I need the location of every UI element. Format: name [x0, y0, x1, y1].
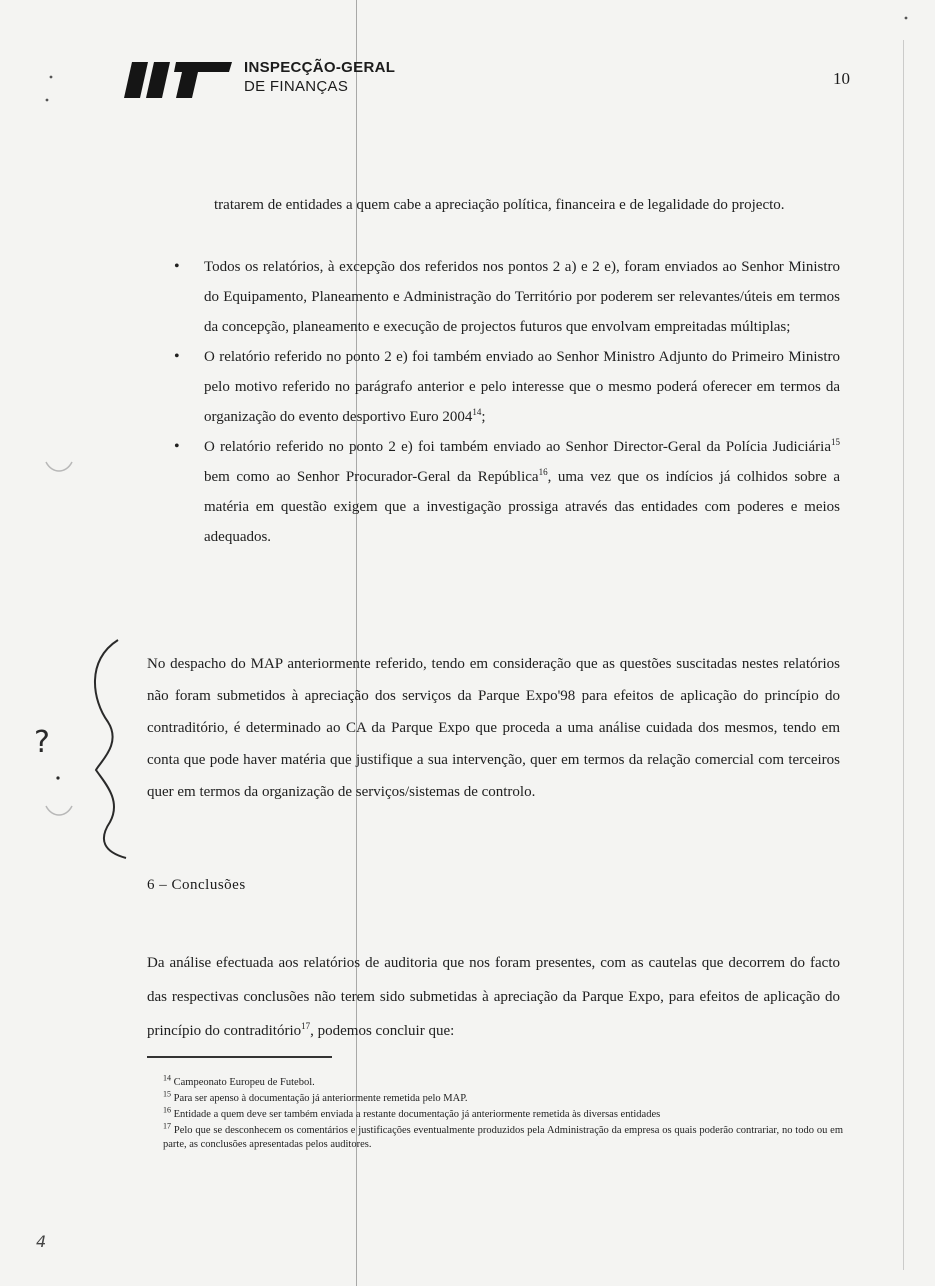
- paragraph-text-end: , podemos concluir que:: [310, 1023, 455, 1039]
- bullet-icon: •: [174, 348, 180, 365]
- footnote: $^{16}$ Entidade a quem deve ser também enviada a restante documentação já anteriormente remetida às diversas entidades: [163, 1105, 661, 1120]
- list-item: • O relatório referido no ponto 2 e) foi também enviado ao Senhor Ministro Adjunto do Primeiro Ministro pelo motivo referido no parágrafo anterior e pelo interesse que o mesmo poderá oferecer em termos da organização do evento desportivo Euro 2004$^{14}$;: [172, 342, 840, 432]
- bullet-text: O relatório referido no ponto 2 e) foi também enviado ao Senhor Ministro Adjunto do Primeiro Ministro pelo motivo referido no parágrafo anterior e pelo interesse que o mesmo poderá oferecer em termos da organização do evento desportivo Euro 2004: [204, 349, 840, 425]
- org-line-1: INSPECÇÃO-GERAL: [244, 59, 396, 76]
- footnote: $^{15}$ Para ser apenso à documentação já anteriormente remetida pelo MAP.: [163, 1089, 468, 1104]
- bullet-text: bem como ao Senhor Procurador-Geral da República: [204, 469, 539, 485]
- bullet-text: Todos os relatórios, à excepção dos referidos nos pontos 2 a) e 2 e), foram enviados ao Senhor Ministro do Equipamento, Planeamento e Administração do Território por poderem ser relevantes/úteis em termos da concepção, planeamento e execução de projectos futuros que envolvam empreitadas múltiplas;: [204, 259, 840, 335]
- footnote-ref: 14: [472, 407, 482, 417]
- footnote-ref: 16: [538, 467, 548, 477]
- paragraph-text: Da análise efectuada aos relatórios de auditoria que nos foram presentes, com as cautelas que decorrem do facto das respectivas conclusões não terem sido submetidas à apreciação da Parque Expo, para efeitos de aplicação do princípio do contraditório: [147, 955, 840, 1039]
- footnote-ref: 15: [831, 437, 840, 447]
- margin-brace-icon: [95, 640, 126, 858]
- margin-question-mark: ?: [34, 725, 50, 760]
- bullet-icon: •: [174, 258, 180, 275]
- footnote: $^{17}$ Pelo que se desconhecem os comentários e justificações eventualmente produzidos pela Administração da empresa os quais poderão contrariar, no todo ou em parte, as conclusões apresentadas pelos auditores.: [163, 1121, 843, 1150]
- page-number: 10: [833, 69, 850, 88]
- org-line-2: DE FINANÇAS: [244, 78, 349, 95]
- paragraph-despacho: No despacho do MAP anteriormente referido, tendo em consideração que as questões suscitadas nestes relatórios não foram submetidos à apreciação dos serviços da Parque Expo'98 para efeitos de aplicação do princípio do contraditório, é determinado ao CA da Parque Expo que proceda a uma análise cuidada dos mesmos, tendo em conta que pode haver matéria que justifique a sua intervenção, quer em termos da relação comercial com terceiros quer em termos da organização de serviços/sistemas de controlo.: [147, 656, 840, 800]
- section-heading: 6 – Conclusões: [147, 877, 246, 893]
- bullet-text: , uma vez que os indícios já colhidos sobre a matéria em questão exigem que a investigação prossiga através das entidades com poderes e meios adequados.: [204, 469, 840, 545]
- bullet-icon: •: [174, 438, 180, 455]
- hole-punch-icon: [46, 806, 72, 815]
- corner-scribble: 4: [36, 1232, 47, 1251]
- footnote-ref: 17: [301, 1021, 311, 1031]
- hole-punch-icon: [46, 462, 72, 471]
- bullet-text: O relatório referido no ponto 2 e) foi também enviado ao Senhor Director-Geral da Polícia Judiciária: [204, 439, 831, 455]
- continuation-text: tratarem de entidades a quem cabe a apreciação política, financeira e de legalidade do projecto.: [214, 197, 785, 213]
- footnote: $^{14}$ Campeonato Europeu de Futebol.: [163, 1073, 315, 1088]
